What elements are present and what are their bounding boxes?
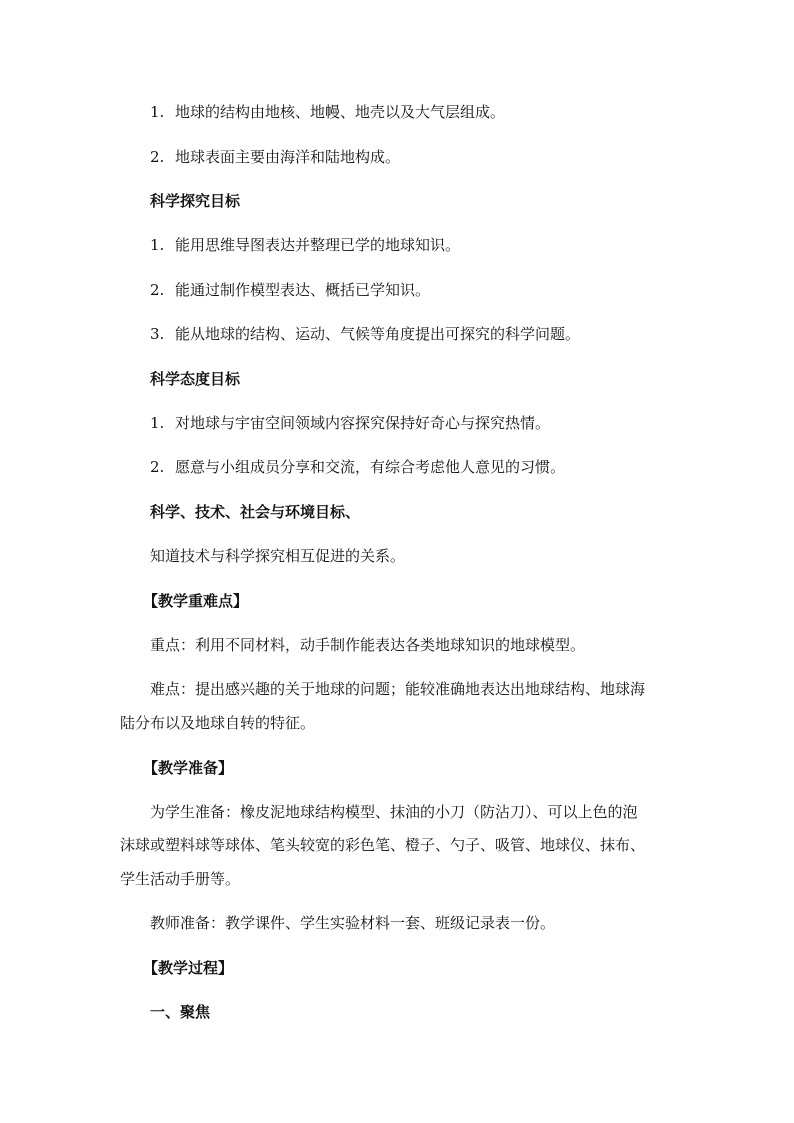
item-text: 地球表面主要由海洋和陆地构成。: [175, 148, 401, 166]
key-point-focus: 重点：利用不同材料，动手制作能表达各类地球知识的地球模型。: [150, 636, 586, 654]
inquiry-goal-item-3: [150, 323, 580, 345]
attitude-goals-heading: 科学态度目标: [150, 370, 241, 388]
knowledge-goal-item-1: [150, 101, 505, 123]
key-point-difficulty-line-2: 陆分布以及地球自转的特征。: [120, 714, 316, 732]
item-text: 愿意与小组成员分享和交流，有综合考虑他人意见的习惯。: [175, 458, 566, 476]
key-points-heading: 【教学重难点】: [143, 592, 249, 610]
item-number: 2.: [150, 458, 165, 476]
student-preparation-line-3: 学生活动手册等。: [120, 870, 241, 888]
student-preparation-line-2: 沫球或塑料球等球体、笔头较宽的彩色笔、橙子、勺子、吸管、地球仪、抹布、: [120, 836, 646, 854]
attitude-goal-item-2: [150, 456, 565, 478]
process-heading: 【教学过程】: [143, 959, 234, 977]
item-number: 2.: [150, 281, 165, 299]
item-text: 对地球与宇宙空间领域内容探究保持好奇心与探究热情。: [175, 414, 551, 432]
item-number: 1.: [150, 103, 165, 121]
item-number: 1.: [150, 236, 165, 254]
student-preparation-line-1: 为学生准备：橡皮泥地球结构模型、抹油的小刀（防沾刀）、可以上色的泡: [150, 803, 638, 821]
knowledge-goal-item-2: [150, 146, 400, 168]
item-text: 地球的结构由地核、地幔、地壳以及大气层组成。: [175, 103, 506, 121]
item-text: 能从地球的结构、运动、气候等角度提出可探究的科学问题。: [175, 325, 581, 343]
key-point-difficulty-line-1: 难点：提出感兴趣的关于地球的问题；能较准确地表达出地球结构、地球海: [150, 680, 646, 698]
inquiry-goal-item-2: [150, 279, 430, 301]
teacher-preparation: 教师准备：教学课件、学生实验材料一套、班级记录表一份。: [150, 914, 556, 932]
stse-goals-heading: 科学、技术、社会与环境目标、: [150, 503, 361, 521]
item-number: 2.: [150, 148, 165, 166]
process-section-1-heading: 一、聚焦: [150, 1003, 211, 1021]
item-number: 1.: [150, 414, 165, 432]
stse-goal-text: 知道技术与科学探究相互促进的关系。: [150, 547, 406, 565]
preparation-heading: 【教学准备】: [143, 759, 234, 777]
item-text: 能通过制作模型表达、概括已学知识。: [175, 281, 431, 299]
inquiry-goals-heading: 科学探究目标: [150, 192, 241, 210]
attitude-goal-item-1: [150, 412, 550, 434]
item-text: 能用思维导图表达并整理已学的地球知识。: [175, 236, 461, 254]
inquiry-goal-item-1: [150, 234, 460, 256]
item-number: 3.: [150, 325, 165, 343]
